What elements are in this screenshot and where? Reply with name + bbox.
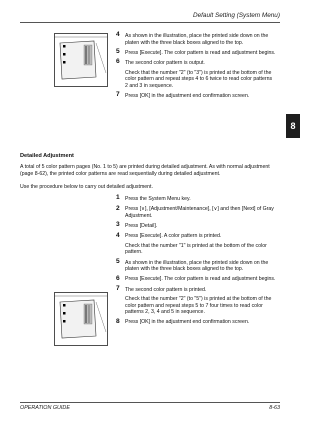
- step-item: [116, 276, 276, 283]
- step-number: 7: [116, 284, 120, 292]
- step-number: 5: [116, 48, 120, 56]
- upper-steps: [116, 33, 276, 100]
- step-item: [116, 284, 276, 316]
- step-number: 1: [116, 194, 120, 202]
- step-text: Press [OK] in the adjustment end confirmation screen.: [125, 92, 250, 99]
- step-text: Press [Execute]. A color pattern is printed.: [125, 233, 222, 240]
- footer-left: OPERATION GUIDE: [20, 405, 70, 411]
- step-number: 7: [116, 91, 120, 99]
- step-item: [116, 206, 276, 219]
- step-text: Press [Execute]. The color pattern is read and adjustment begins.: [125, 276, 276, 283]
- header-rule: [20, 22, 280, 23]
- step-text: As shown in the illustration, place the printed side down on the platen with the three black boxes aligned to the top.: [125, 33, 269, 46]
- lower-steps: [116, 196, 276, 326]
- step-number: 8: [116, 317, 120, 325]
- step-item: [116, 50, 276, 57]
- step-item: [116, 257, 276, 273]
- step-number: 4: [116, 231, 120, 239]
- step-text: Press [Execute]. The color pattern is read and adjustment begins.: [125, 49, 276, 56]
- step-item: [116, 319, 276, 326]
- step-note: Check that the number "2" (to "3") is printed at the bottom of the color pattern and repeat steps 4 to 6 twice to read color patterns 2 and 3 in sequence.: [125, 69, 273, 89]
- step-item: [116, 33, 276, 46]
- step-number: 2: [116, 204, 120, 212]
- intro-paragraph: A total of 5 color pattern pages (No. 1 to 5) are printed during detailed adjustment. As with normal adjustment (page 8-62), the printed color patterns are read sequentially during detailed adjustment.: [20, 164, 270, 177]
- step-note: Check that the number "2" (to "5") is printed at the bottom of the color pattern and repeat steps 5 to 7 four times to read color patterns 2, 3, 4 and 5 in sequence.: [125, 296, 272, 316]
- step-item: [116, 93, 276, 100]
- step-note: Check that the number "1" is printed at the bottom of the color pattern.: [125, 242, 267, 256]
- step-item: [116, 223, 276, 230]
- step-number: 4: [116, 31, 120, 39]
- step-text: The second color pattern is printed.: [125, 286, 207, 293]
- step-text: The second color pattern is output.: [125, 59, 205, 66]
- step-text: Press [OK] in the adjustment end confirmation screen.: [125, 319, 250, 326]
- step-text: Press [Detail].: [125, 222, 158, 229]
- step-number: 3: [116, 221, 120, 229]
- section-heading: Detailed Adjustment: [20, 153, 74, 159]
- footer-rule: [20, 402, 280, 403]
- procedure-paragraph: Use the procedure below to carry out detailed adjustment.: [20, 184, 153, 190]
- step-number: 5: [116, 257, 120, 265]
- header-title: Default Setting (System Menu): [192, 12, 280, 19]
- platen-illustration-upper: [54, 33, 108, 87]
- step-text: As shown in the illustration, place the printed side down on the platen with the three black boxes aligned to the top.: [125, 259, 269, 273]
- step-number: 6: [116, 274, 120, 282]
- step-item: [116, 60, 276, 89]
- step-text: Press the System Menu key.: [125, 196, 191, 202]
- platen-illustration-lower: [54, 292, 108, 346]
- page-number: 8-63: [269, 405, 280, 411]
- step-text: Press [∨], [Adjustment/Maintenance], [∨] and then [Next] of Gray Adjustment.: [125, 206, 274, 219]
- step-number: 6: [116, 58, 120, 66]
- step-item: [116, 196, 276, 203]
- chapter-tab: 8: [286, 114, 300, 138]
- step-item: [116, 233, 276, 256]
